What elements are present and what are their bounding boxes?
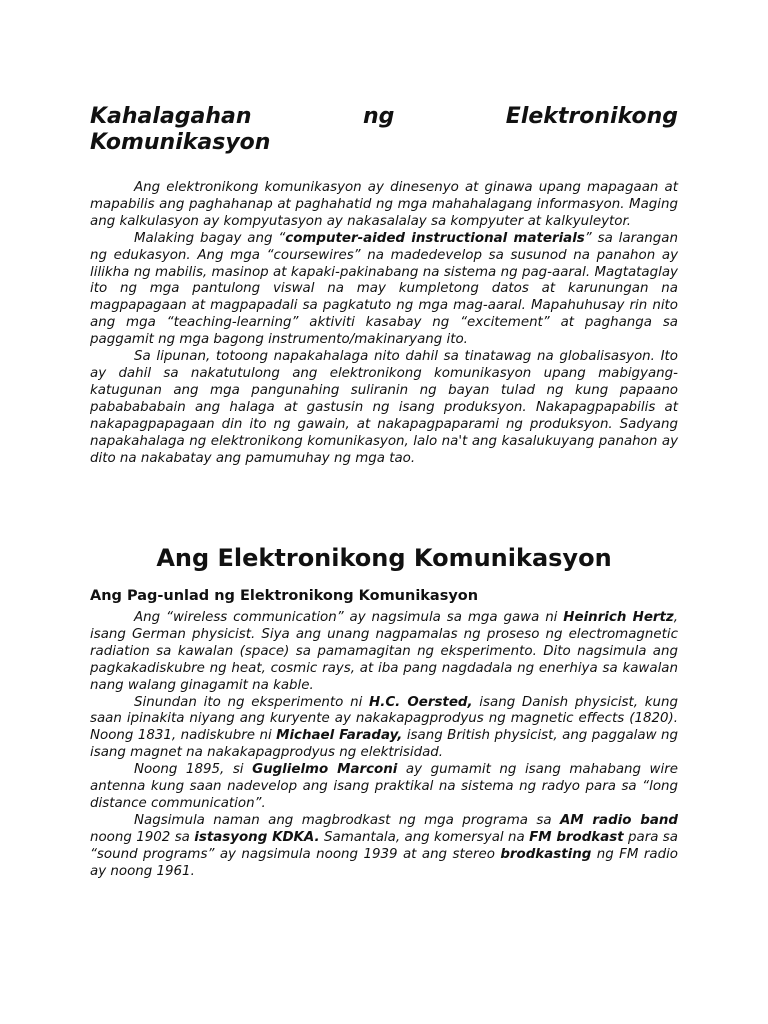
history-p3-text-c: ay gumamit ng isang mahabang wire antenna kung saan nadevelop ang isang praktikal na sistema ng radyo para sa “long distance communication”.: [90, 762, 678, 811]
title-line-2: Komunikasyon: [90, 130, 271, 155]
history-p4-am-radio-band: AM radio band: [559, 812, 678, 828]
history-p4-text-e: Samantala, ang komersyal na: [319, 829, 530, 845]
history-p2-text-a: Sinundan ito ng eksperimento ni: [134, 694, 370, 710]
history-p4-text-g: para sa “sound programs” ay nagsimula noong 1939 at ang stereo: [90, 829, 678, 862]
history-p4-text-a: Nagsimula naman ang magbrodkast ng mga programa sa: [134, 812, 560, 828]
intro-paragraph-1: Ang elektronikong komunikasyon ay dinesenyo at ginawa upang mapagaan at mapabilis ang paghahanap at paghahatid ng mga mahahalagang informasyon. Maging ang kalkulasyon ay kompyutasyon ay nakasalalay sa kompyuter at kalkyuleytor.: [90, 180, 678, 229]
intro-paragraph-2: [90, 231, 678, 349]
intro-paragraph-3: Sa lipunan, totoong napakahalaga nito dahil sa tinatawag na globalisasyon. Ito ay dahil sa nakatutulong ang elektronikong komunikasyon upang mabigyang-katugunan ang mga pangunahing suliranin ng bayan tulad ng kung papaano pababababain ang halaga at gastusin ng isang produksyon. Nakapagpapabilis at nakapagpapagaan din ito ng gawain, at nakapagpaparami ng produksyon. Sadyang napakahalaga ng elektronikong komunikasyon, lalo na't ang kasalukuyang panahon ay dito na nakabatay ang pamumuhay ng mga tao.: [90, 349, 678, 466]
history-p4-text-c: noong 1902 sa: [90, 829, 195, 845]
history-p3-text-a: Noong 1895, si: [134, 762, 253, 778]
intro-p2-text-a: Malaking bagay ang “: [134, 230, 286, 246]
history-paragraph-1: [90, 610, 678, 695]
history-p1-text-c: , isang German physicist. Siya ang unang nagpamalas ng proseso ng electromagnetic radiation sa kawalan (space) sa pamamagitan ng eksperimento. Dito nagsimula ang pagkakadiskubre ng heat, cosmic rays, at iba pang nagdadala ng enerhiya sa kawalan nang walang ginagamit na kable.: [90, 610, 678, 693]
intro-section: [90, 180, 678, 467]
history-paragraph-2: [90, 695, 678, 763]
title-word-ng: ng: [362, 104, 395, 129]
history-p4-text-i: ng FM radio ay noong 1961.: [90, 846, 678, 879]
intro-p2-text-c: ” sa larangan ng edukasyon. Ang mga “coursewires” na madedevelop sa susunod na panahon ay lilikha ng mabilis, masinop at kapaki-pakinabang na sistema ng pag-aaral. Magtataglay ito ng mga pantulong viswal na may kumpletong datos at karunungan na magpapagaan at magpapadali sa pagkatuto ng mga mag-aaral. Mapahuhusay rin nito ang mga “teaching-learning” aktiviti kasabay ng “excitement” at paghanga sa paggamit ng mga bagong instrumento/makinaryang ito.: [90, 230, 678, 348]
history-p2-text-c: isang Danish physicist, kung saan ipinakita niyang ang kuryente ay nakakapagprodyus ng magnetic effects (1820). Noong 1831, nadiskubre ni: [90, 694, 678, 744]
section-subheading: Ang Pag-unlad ng Elektronikong Komunikasyon: [90, 588, 479, 604]
history-p3-name-marconi: Guglielmo Marconi: [252, 762, 398, 778]
history-p2-text-e: isang British physicist, ang paggalaw ng isang magnet na nakakapagprodyus ng elektrisidad.: [90, 728, 678, 761]
section-heading: Ang Elektronikong Komunikasyon: [156, 544, 612, 572]
history-paragraph-4: [90, 813, 678, 881]
title-word-kahalagahan: Kahalagahan: [90, 104, 252, 129]
title-line-1: [90, 104, 678, 130]
intro-p2-bold-term: computer-aided instructional materials: [285, 230, 585, 246]
history-p2-name-faraday: Michael Faraday,: [276, 728, 403, 744]
history-p2-name-oersted: H.C. Oersted,: [369, 694, 473, 710]
history-section: [90, 610, 678, 881]
history-p4-kdka: istasyong KDKA.: [194, 829, 320, 845]
title-word-elektronikong: Elektronikong: [505, 104, 678, 129]
document-title: [90, 104, 678, 156]
history-p4-fm-brodkast: FM brodkast: [529, 829, 624, 845]
history-p1-name-hertz: Heinrich Hertz: [563, 610, 674, 625]
history-p1-text-a: Ang “wireless communication” ay nagsimula sa mga gawa ni: [134, 610, 564, 625]
history-paragraph-3: [90, 762, 678, 813]
history-p4-brodkasting: brodkasting: [500, 846, 592, 862]
